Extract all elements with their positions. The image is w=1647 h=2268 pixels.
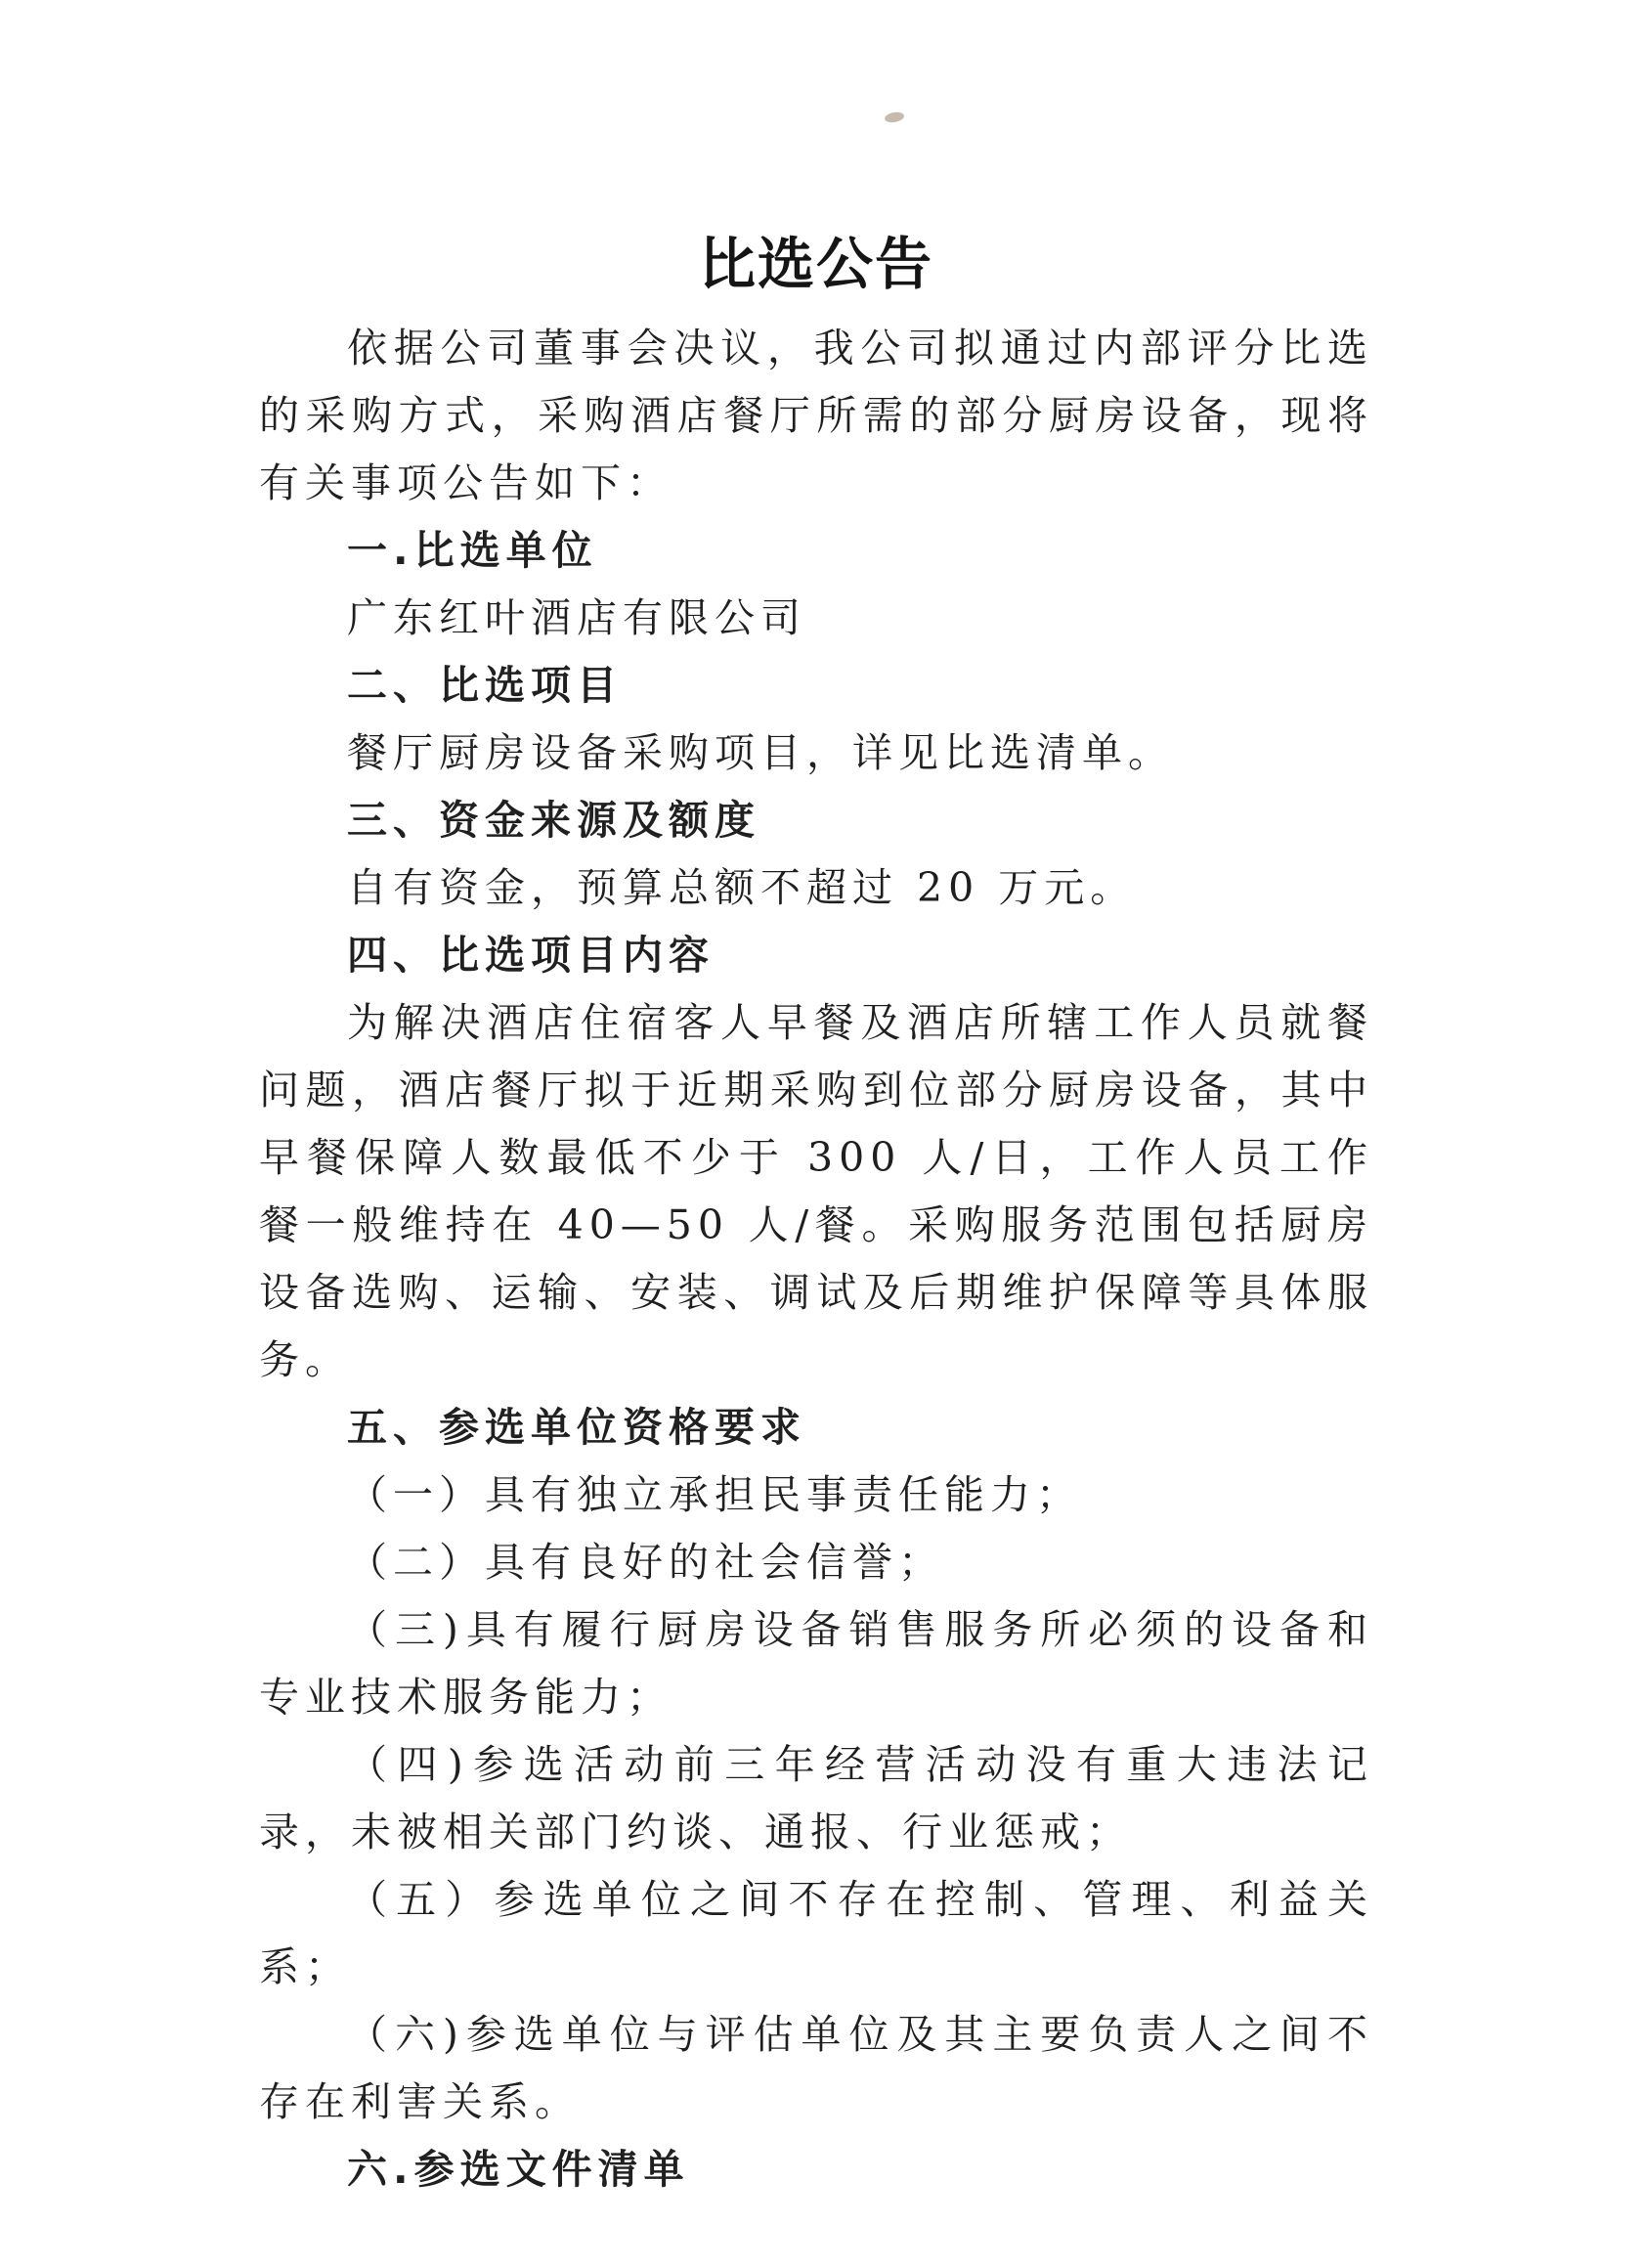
section-3-body: 自有资金，预算总额不超过 20 万元。	[347, 864, 1137, 911]
document-body	[259, 225, 1373, 2203]
document-title: 比选公告	[698, 231, 933, 297]
section-6-heading: 六.参选文件清单	[347, 2146, 690, 2193]
section-4-heading: 四、比选项目内容	[347, 932, 715, 979]
section-5-item-2: （二）具有良好的社会信誉；	[347, 1539, 944, 1586]
section-5-item-5: （五）参选单位之间不存在控制、管理、利益关系；	[259, 1876, 1373, 1990]
section-4-body: 为解决酒店住宿客人早餐及酒店所辖工作人员就餐问题，酒店餐厅拟于近期采购到位部分厨房设备，其中早餐保障人数最低不少于 300 人/日，工作人员工作餐一般维持在 40—50 人/餐。采购服务范围包括厨房设备选购、运输、安装、调试及后期维护保障等具体服务。	[259, 999, 1373, 1383]
section-1-body: 广东红叶酒店有限公司	[347, 594, 806, 641]
section-1-heading: 一.比选单位	[347, 527, 598, 574]
section-5-item-3: （三)具有履行厨房设备销售服务所必须的设备和专业技术服务能力；	[259, 1606, 1373, 1721]
section-5-item-4: （四)参选活动前三年经营活动没有重大违法记录，未被相关部门约谈、通报、行业惩戒；	[259, 1741, 1373, 1855]
paper-mark	[884, 110, 904, 123]
section-5-item-1: （一）具有独立承担民事责任能力；	[347, 1471, 1082, 1518]
section-3-heading: 三、资金来源及额度	[347, 797, 760, 844]
section-5-item-6: （六)参选单位与评估单位及其主要负责人之间不存在利害关系。	[259, 2011, 1373, 2125]
section-2-heading: 二、比选项目	[347, 662, 623, 709]
section-2-body: 餐厅厨房设备采购项目，详见比选清单。	[347, 729, 1174, 776]
intro-paragraph: 依据公司董事会决议，我公司拟通过内部评分比选的采购方式，采购酒店餐厅所需的部分厨房设备，现将有关事项公告如下：	[259, 325, 1373, 506]
section-5-heading: 五、参选单位资格要求	[347, 1404, 806, 1451]
